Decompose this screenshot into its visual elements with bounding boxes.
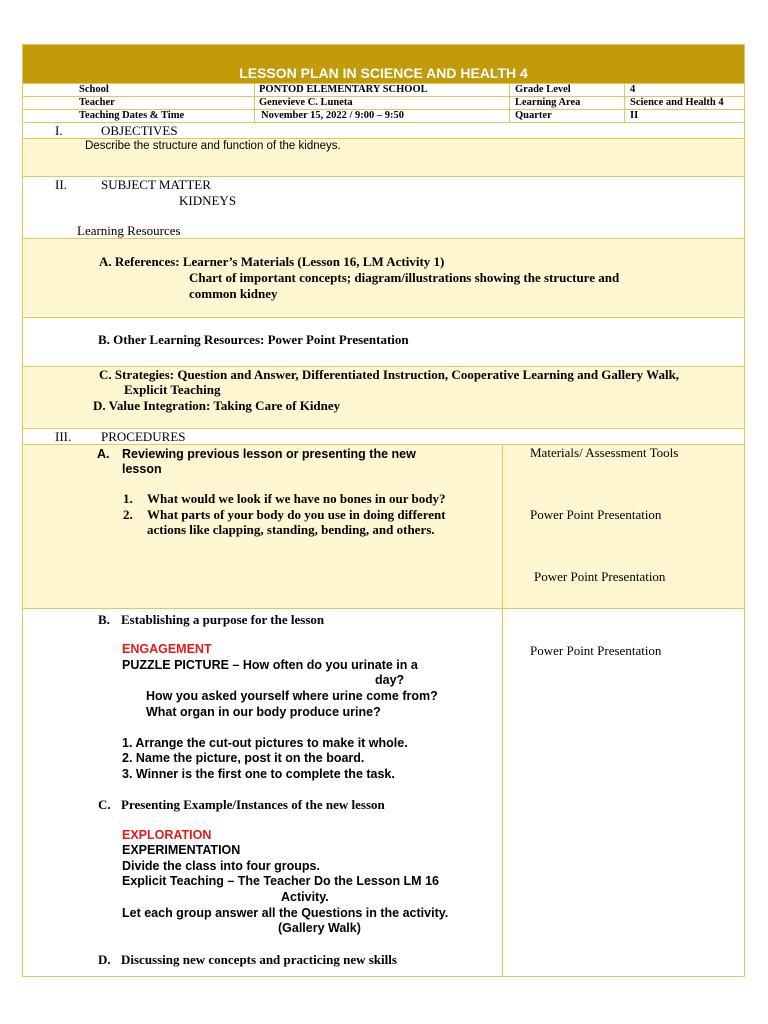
dates-label: Teaching Dates & Time bbox=[79, 110, 185, 121]
material-item: Power Point Presentation bbox=[530, 507, 662, 522]
other-resources-row bbox=[23, 317, 744, 366]
question-2-number: 2. bbox=[123, 507, 133, 522]
puzzle-line-1: PUZZLE PICTURE – How often do you urinate in a bbox=[122, 658, 418, 672]
step-2: 2. Name the picture, post it on the board. bbox=[122, 751, 365, 765]
references-line-2: Chart of important concepts; diagram/illustrations showing the structure and bbox=[189, 270, 620, 285]
strategies-row bbox=[23, 366, 744, 428]
material-item: Power Point Presentation bbox=[530, 643, 662, 658]
procedure-c-letter: C. bbox=[98, 797, 111, 812]
experimentation-label: EXPERIMENTATION bbox=[122, 843, 241, 857]
explicit-teaching-line-2: Activity. bbox=[281, 890, 329, 904]
school-value: PONTOD ELEMENTARY SCHOOL bbox=[259, 84, 428, 95]
objectives-numeral: I. bbox=[55, 123, 63, 138]
materials-heading: Materials/ Assessment Tools bbox=[530, 445, 679, 460]
quarter-value: II bbox=[630, 110, 639, 121]
subject-heading: SUBJECT MATTER bbox=[101, 177, 211, 192]
other-resources: B. Other Learning Resources: Power Point Presentation bbox=[98, 332, 409, 347]
step-3: 3. Winner is the first one to complete the task. bbox=[122, 767, 395, 781]
question-2-line-1: What parts of your body do you use in doing different bbox=[147, 507, 446, 522]
question-1: What would we look if we have no bones in our body? bbox=[147, 491, 446, 506]
divider bbox=[624, 110, 625, 122]
objective-text: Describe the structure and function of the kidneys. bbox=[85, 140, 341, 152]
column-divider bbox=[502, 609, 503, 977]
procedure-c-title: Presenting Example/Instances of the new lesson bbox=[121, 797, 385, 812]
procedure-a-row bbox=[23, 444, 744, 608]
school-label: School bbox=[79, 84, 109, 95]
procedure-a-title-1: Reviewing previous lesson or presenting the new bbox=[122, 447, 416, 461]
references-line-3: common kidney bbox=[189, 286, 278, 301]
question-1-number: 1. bbox=[123, 491, 133, 506]
grade-value: 4 bbox=[630, 84, 636, 95]
subject-matter-row bbox=[23, 176, 744, 238]
area-label: Learning Area bbox=[515, 97, 581, 108]
value-integration: D. Value Integration: Taking Care of Kidney bbox=[93, 398, 341, 413]
step-1: 1. Arrange the cut-out pictures to make it whole. bbox=[122, 736, 408, 750]
divider bbox=[624, 97, 625, 109]
procedure-b-letter: B. bbox=[98, 612, 110, 627]
procedures-heading-row bbox=[23, 428, 744, 444]
quarter-label: Quarter bbox=[515, 110, 552, 121]
group-instruction-line-1: Let each group answer all the Questions in the activity. bbox=[122, 906, 449, 920]
page-title: LESSON PLAN IN SCIENCE AND HEALTH 4 bbox=[23, 45, 744, 83]
references-row bbox=[23, 238, 744, 317]
teacher-value: Genevieve C. Luneta bbox=[259, 97, 353, 108]
learning-resources-heading: Learning Resources bbox=[77, 223, 181, 238]
strategies-line-1: C. Strategies: Question and Answer, Differentiated Instruction, Cooperative Learning and Gallery Walk, bbox=[99, 367, 680, 382]
procedure-b-title: Establishing a purpose for the lesson bbox=[121, 612, 325, 627]
lesson-plan-table bbox=[22, 44, 745, 977]
objectives-row bbox=[23, 138, 744, 176]
puzzle-line-2: day? bbox=[375, 673, 405, 687]
divide-instruction: Divide the class into four groups. bbox=[122, 859, 320, 873]
question-organ: What organ in our body produce urine? bbox=[146, 705, 381, 719]
column-divider bbox=[502, 445, 503, 608]
divider bbox=[509, 84, 510, 96]
teacher-label: Teacher bbox=[79, 97, 115, 108]
procedures-heading: PROCEDURES bbox=[101, 429, 186, 444]
question-where: How you asked yourself where urine come from? bbox=[146, 689, 438, 703]
divider bbox=[624, 84, 625, 96]
group-instruction-line-2: (Gallery Walk) bbox=[278, 921, 361, 935]
info-row-dates bbox=[23, 109, 744, 122]
divider bbox=[254, 110, 255, 122]
divider bbox=[509, 97, 510, 109]
procedure-bcd-row bbox=[23, 608, 744, 977]
material-item: Power Point Presentation bbox=[534, 569, 666, 584]
objectives-heading-row bbox=[23, 122, 744, 138]
procedures-numeral: III. bbox=[55, 429, 72, 444]
grade-label: Grade Level bbox=[515, 84, 571, 95]
engagement-label: ENGAGEMENT bbox=[122, 642, 212, 656]
procedure-a-letter: A. bbox=[97, 447, 110, 461]
info-row-teacher bbox=[23, 96, 744, 109]
objectives-heading: OBJECTIVES bbox=[101, 123, 178, 138]
explicit-teaching-line-1: Explicit Teaching – The Teacher Do the Lesson LM 16 bbox=[122, 874, 439, 888]
exploration-label: EXPLORATION bbox=[122, 828, 212, 842]
procedure-a-title-2: lesson bbox=[122, 462, 162, 476]
strategies-line-2: Explicit Teaching bbox=[124, 382, 221, 397]
references-line-1: A. References: Learner’s Materials (Lesson 16, LM Activity 1) bbox=[99, 254, 445, 269]
divider bbox=[254, 97, 255, 109]
question-2-line-2: actions like clapping, standing, bending, and others. bbox=[147, 522, 435, 537]
subject-topic: KIDNEYS bbox=[179, 193, 237, 208]
procedure-d-letter: D. bbox=[98, 952, 111, 967]
area-value: Science and Health 4 bbox=[630, 97, 724, 108]
info-row-school bbox=[23, 83, 744, 96]
procedure-d-title: Discussing new concepts and practicing new skills bbox=[121, 952, 397, 967]
dates-value: November 15, 2022 / 9:00 – 9:50 bbox=[261, 110, 404, 121]
subject-numeral: II. bbox=[55, 177, 67, 192]
divider bbox=[509, 110, 510, 122]
divider bbox=[254, 84, 255, 96]
